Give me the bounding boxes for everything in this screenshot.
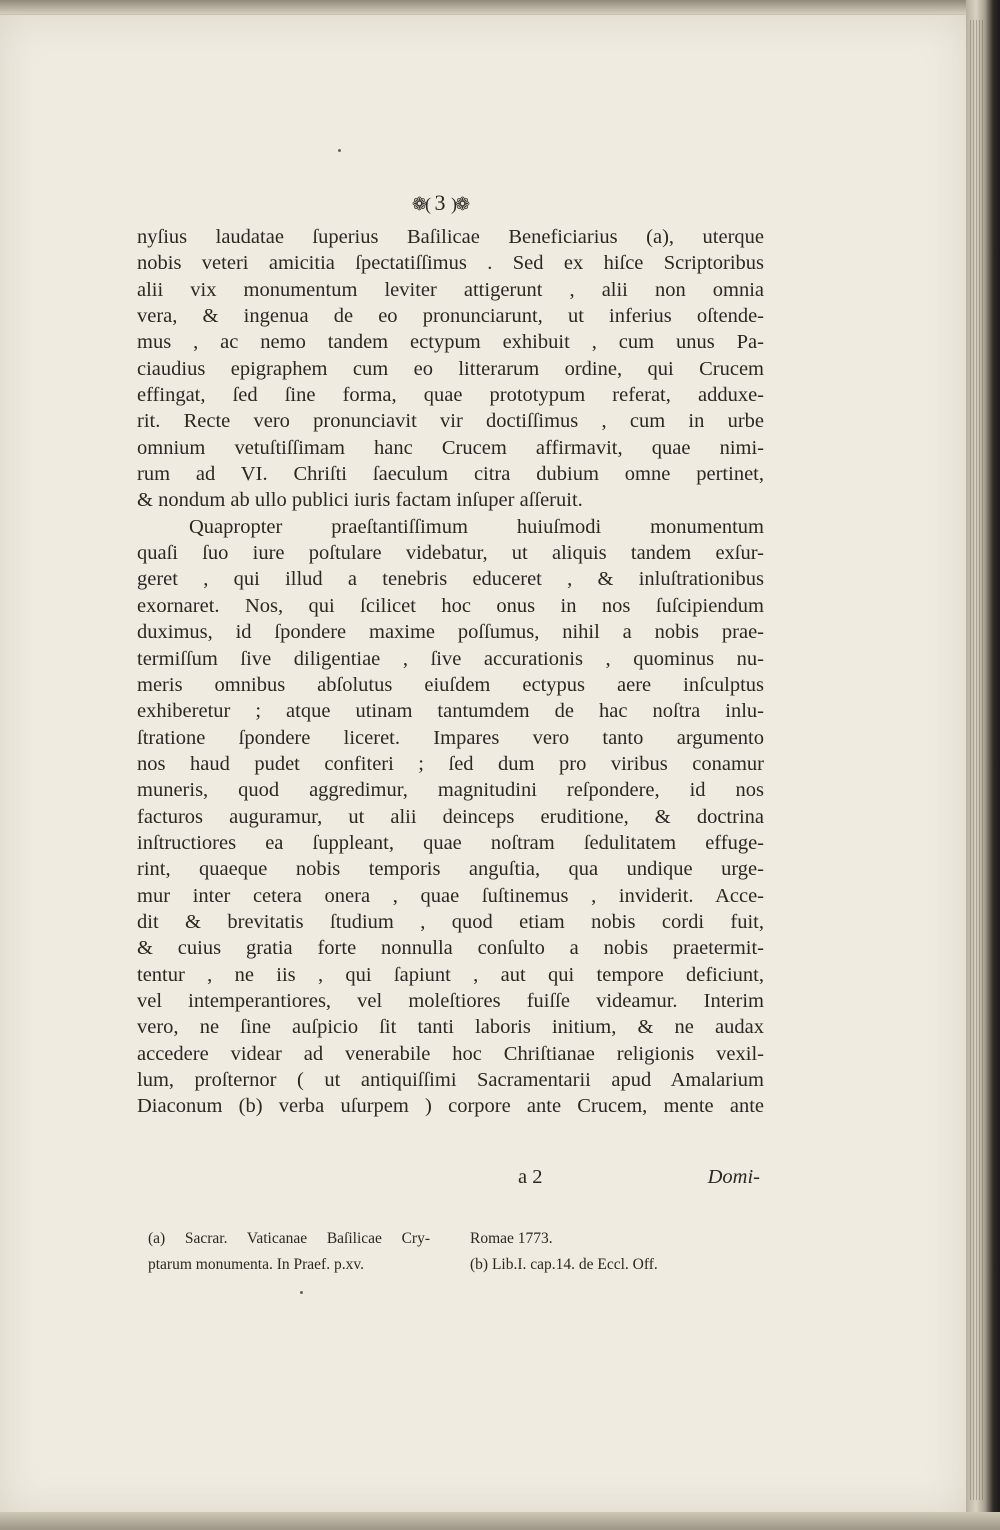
text-line: geret , qui illud a tenebris educeret , & inluſtrationibus — [137, 568, 764, 591]
footnote-a — [148, 1226, 430, 1278]
running-header — [380, 186, 500, 220]
paragraph-start-line: Quapropter praeſtantiſſimum huiuſmodi monumentum — [189, 515, 764, 538]
page-foot-line — [137, 1164, 764, 1190]
main-text-block — [137, 224, 764, 1120]
header-ornament-right-icon: )❁ — [451, 194, 469, 214]
text-line: muneris, quod aggredimur, magnitudini reſpondere, id nos — [137, 779, 764, 802]
text-line: exhiberetur ; atque utinam tantumdem de hac noſtra inlu- — [137, 700, 764, 723]
text-line: facturos auguramur, ut alii deinceps eruditione, & doctrina — [137, 805, 764, 828]
text-line: vero, ne ſine auſpicio ſit tanti laboris initium, & ne audax — [137, 1016, 764, 1039]
text-line: omnium vetuſtiſſimam hanc Crucem affirmavit, quae nimi- — [137, 436, 764, 459]
footnote-line: Romae 1773. — [470, 1230, 553, 1247]
text-line: rit. Recte vero pronunciavit vir doctiſſimus , cum in urbe — [137, 410, 764, 433]
text-line: & nondum ab ullo publici iuris factam inſuper aſſeruit. — [137, 489, 583, 512]
catchword: Domi- — [707, 1166, 760, 1188]
text-line: rint, quaeque nobis temporis anguſtia, qua undique urge- — [137, 858, 764, 881]
footnote-line: (a) Sacrar. Vaticanae Baſilicae Cry- — [148, 1230, 430, 1247]
ink-speck — [338, 149, 341, 152]
text-line: rum ad VI. Chriſti ſaeculum citra dubium omne pertinet, — [137, 463, 764, 486]
footnote-b — [470, 1226, 766, 1278]
text-line: accedere videar ad venerabile hoc Chriſtianae religionis vexil- — [137, 1042, 764, 1065]
text-line: quaſi ſuo iure poſtulare videbatur, ut aliquis tandem exſur- — [137, 542, 764, 565]
text-line: meris omnibus abſolutus eiuſdem ectypus aere inſculptus — [137, 673, 764, 696]
text-line: ciaudius epigraphem cum eo litterarum ordine, qui Crucem — [137, 357, 764, 380]
text-line: tentur , ne iis , qui ſapiunt , aut qui tempore deficiunt, — [137, 963, 764, 986]
text-line: Diaconum (b) verba uſurpem ) corpore ante Crucem, mente ante — [137, 1095, 764, 1118]
page-fore-edge — [966, 0, 1000, 1530]
text-line: nyſius laudatae ſuperius Baſilicae Beneficiarius (a), uterque — [137, 226, 764, 248]
text-line: vel intemperantiores, vel moleſtiores fuiſſe videamur. Interim — [137, 989, 764, 1012]
text-line: nos haud pudet confiteri ; ſed dum pro viribus conamur — [137, 752, 764, 775]
text-line: alii vix monumentum leviter attigerunt , alii non omnia — [137, 278, 764, 301]
text-line: exornaret. Nos, qui ſcilicet hoc onus in nos ſuſcipiendum — [137, 594, 764, 617]
text-line: duximus, id ſpondere maxime poſſumus, nihil a nobis prae- — [137, 621, 764, 644]
text-line: termiſſum ſive diligentiae , ſive accurationis , quominus nu- — [137, 647, 764, 670]
text-line: dit & brevitatis ſtudium , quod etiam nobis cordi fuit, — [137, 910, 764, 933]
page-number: 3 — [434, 190, 446, 215]
bottom-edge — [0, 1512, 1000, 1530]
header-ornament-left-icon: ❁( — [411, 194, 429, 214]
footnote-line: (b) Lib.I. cap.14. de Eccl. Off. — [470, 1256, 658, 1273]
text-line: & cuius gratia forte nonnulla conſulto a nobis praetermit- — [137, 937, 764, 960]
text-line: effingat, ſed ſine forma, quae prototypum referat, adduxe- — [137, 384, 764, 407]
ink-speck — [300, 1291, 303, 1294]
text-line: mur inter cetera onera , quae ſuſtinemus , inviderit. Acce- — [137, 884, 764, 907]
signature-mark: a 2 — [518, 1166, 543, 1188]
text-line: vera, & ingenua de eo pronunciarunt, ut inferius oſtende- — [137, 305, 764, 328]
text-line: lum, proſternor ( ut antiquiſſimi Sacramentarii apud Amalarium — [137, 1069, 764, 1091]
top-edge — [0, 0, 1000, 14]
text-line: inſtructiores ea ſuppleant, quae noſtram ſedulitatem effuge- — [137, 831, 764, 854]
text-line: ſtratione ſpondere liceret. Impares vero tanto argumento — [137, 726, 764, 749]
footnote-line: ptarum monumenta. In Praef. p.xv. — [148, 1256, 364, 1273]
text-line: mus , ac nemo tandem ectypum exhibuit , cum unus Pa- — [137, 331, 764, 354]
text-line: nobis veteri amicitia ſpectatiſſimus . Sed ex hiſce Scriptoribus — [137, 252, 764, 275]
